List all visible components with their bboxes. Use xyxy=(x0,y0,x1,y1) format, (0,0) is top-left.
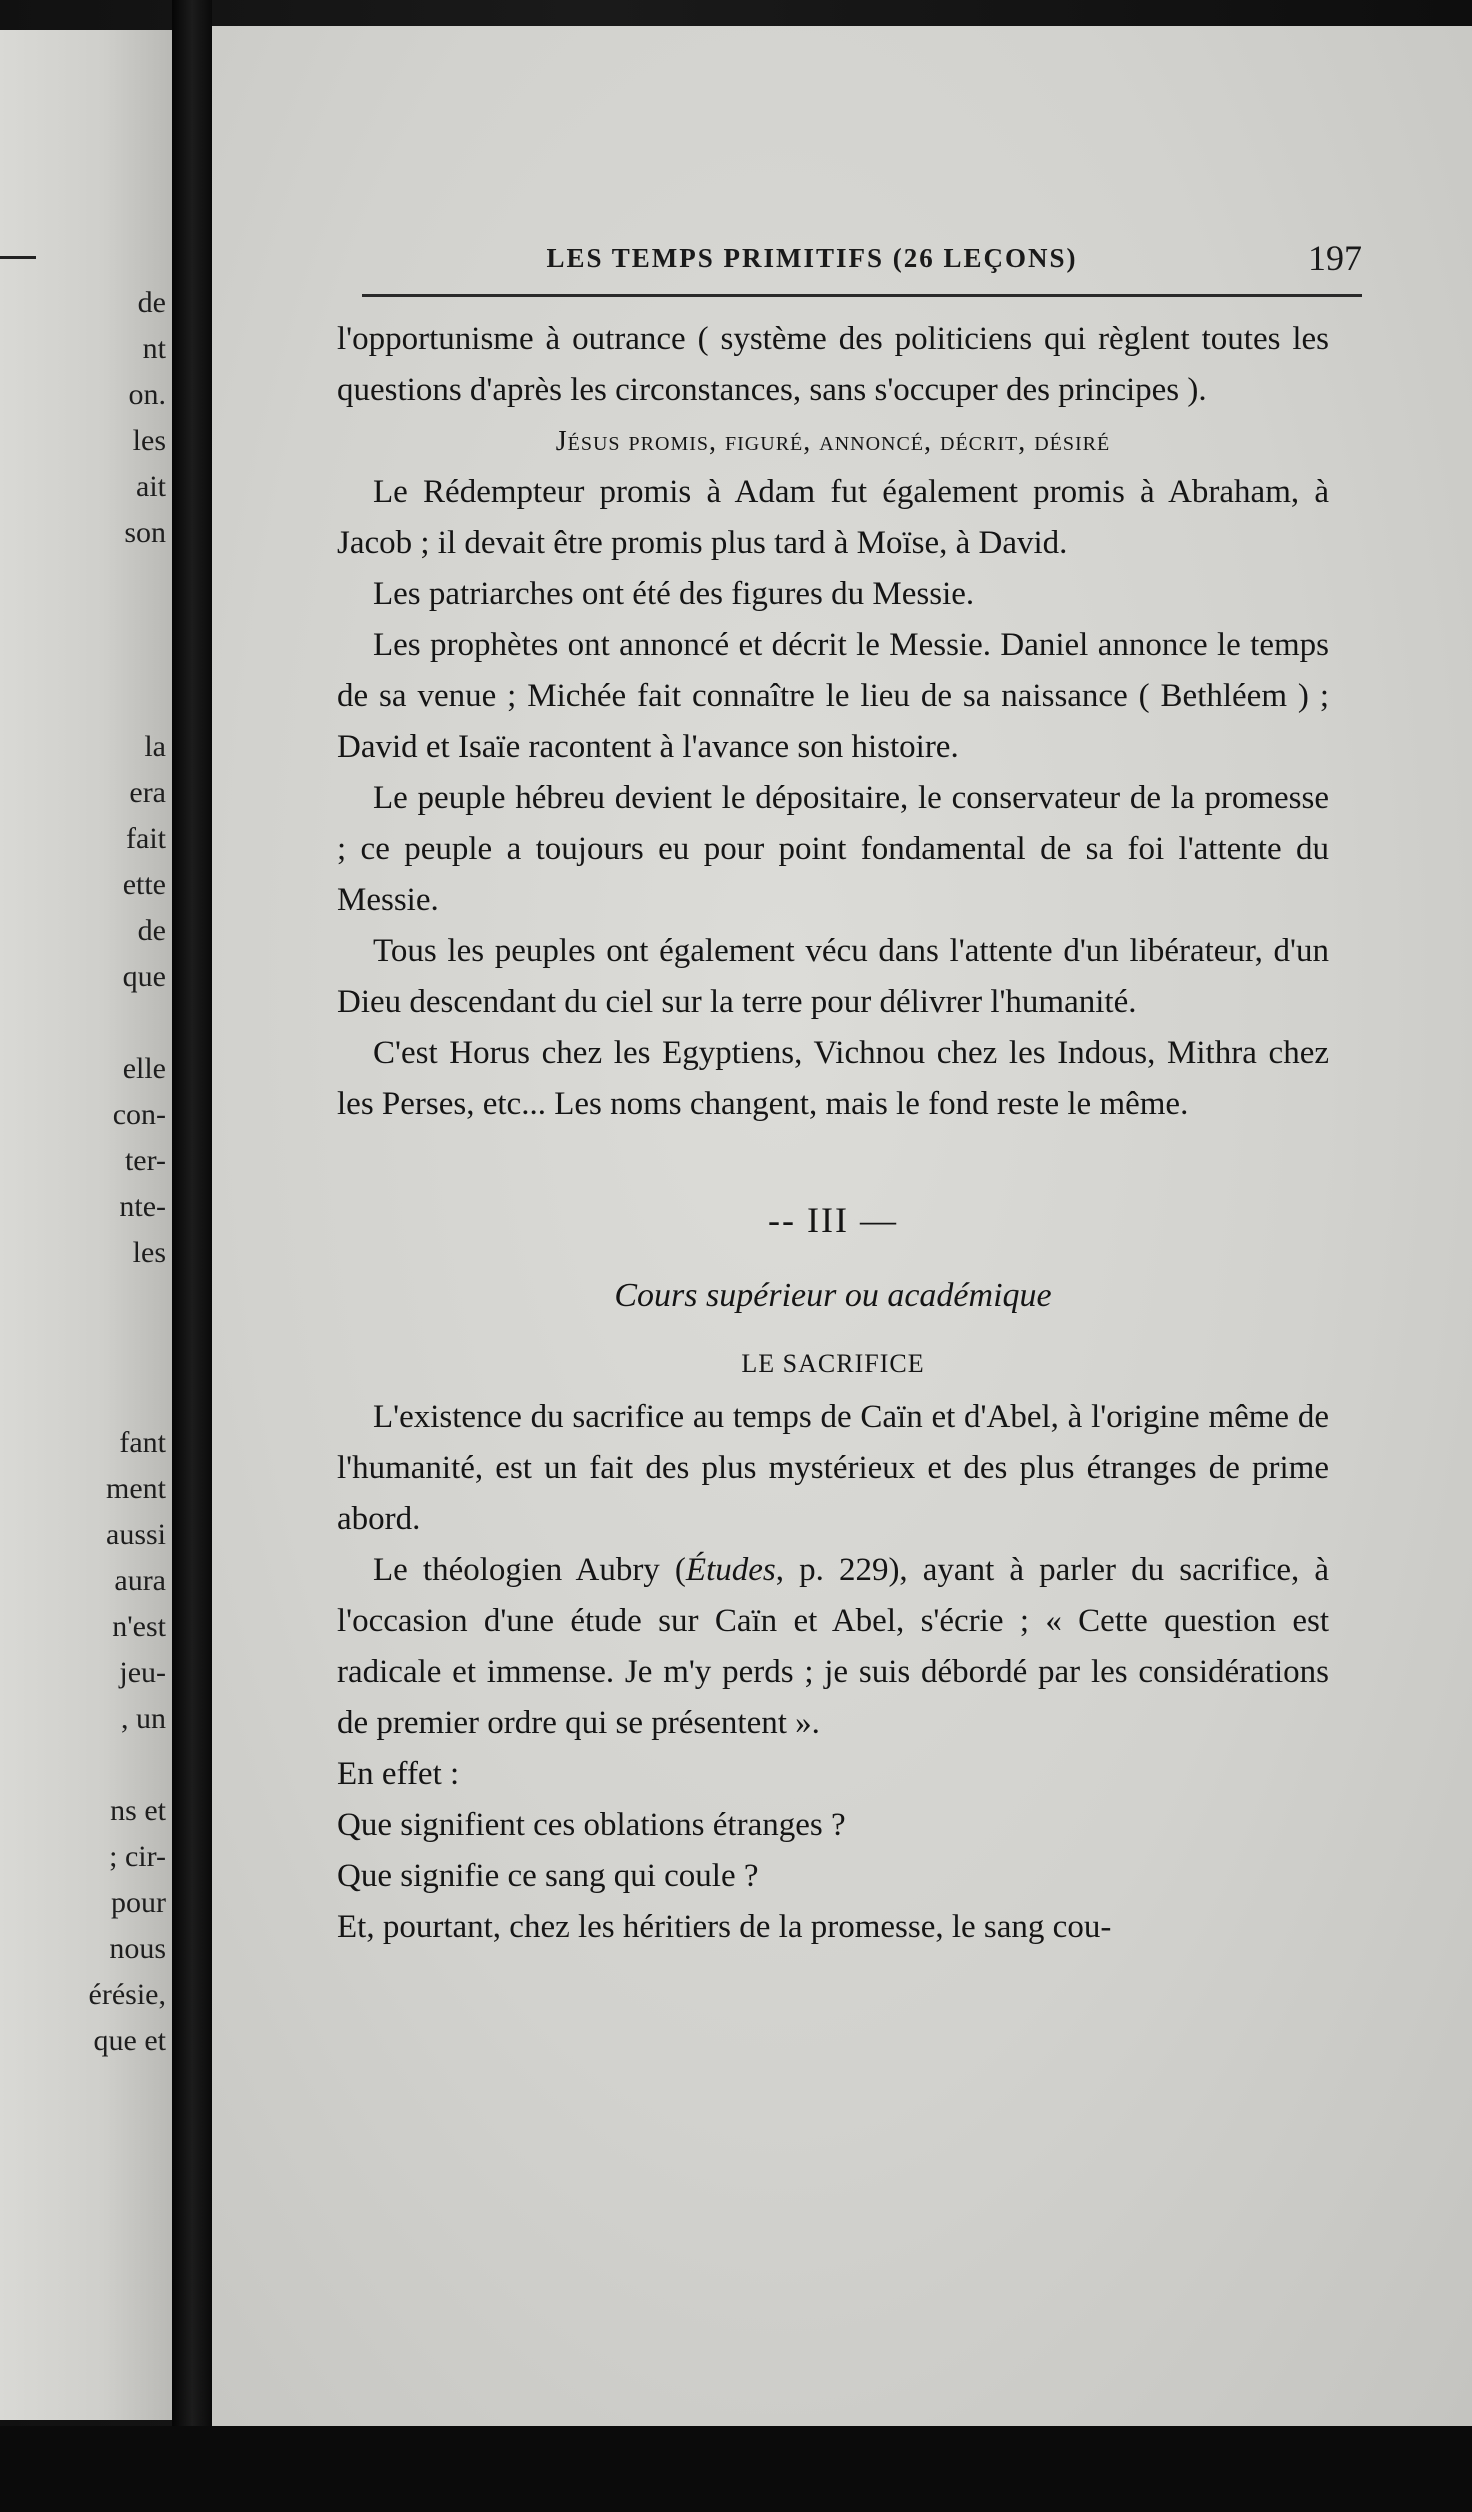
paragraph: En effet : xyxy=(337,1756,460,1792)
fragment: aussi xyxy=(106,1518,166,1551)
paragraph: L'existence du sacrifice au temps de Caïn et d'Abel, à l'origine même de l'humanité, est un fait des plus mystérieux et des plus étranges de prime abord. xyxy=(337,1399,1329,1537)
fragment: pour xyxy=(111,1886,166,1919)
fragment: , un xyxy=(121,1702,166,1735)
fragment: que xyxy=(122,960,166,993)
section-heading: Jésus promis, figuré, annoncé, décrit, désiré xyxy=(555,426,1111,457)
fragment: elle xyxy=(122,1052,166,1085)
paragraph: Le peuple hébreu devient le dépositaire, le conservateur de la promesse ; ce peuple a toujours eu pour point fondamental de sa foi l'attente du Messie. xyxy=(337,780,1329,918)
fragment: que et xyxy=(93,2024,166,2057)
previous-page-edge xyxy=(0,30,172,2420)
fragment: ait xyxy=(136,470,166,503)
fragment: ment xyxy=(106,1472,166,1505)
book-page xyxy=(212,26,1472,2426)
fragment: nous xyxy=(109,1932,166,1965)
fragment: on. xyxy=(128,378,166,411)
paragraph: Le Rédempteur promis à Adam fut également promis à Abraham, à Jacob ; il devait être promis plus tard à Moïse, à David. xyxy=(337,474,1329,561)
fragment: son xyxy=(124,516,166,549)
fragment: ter- xyxy=(124,1144,166,1177)
fragment: fait xyxy=(126,822,166,855)
paragraph xyxy=(337,1545,1329,1749)
part-number: -- III — xyxy=(768,1200,898,1240)
paragraph: Tous les peuples ont également vécu dans l'attente d'un libérateur, d'un Dieu descendant du ciel sur la terre pour délivrer l'humanité. xyxy=(337,933,1329,1020)
paragraph: Les prophètes ont annoncé et décrit le Messie. Daniel annonce le temps de sa venue ; Michée fait connaître le lieu de sa naissance ( Bethléem ) ; David et Isaïe racontent à l'avance son histoire. xyxy=(337,627,1329,765)
running-head: LES TEMPS PRIMITIFS (26 LEÇONS) xyxy=(546,243,1078,273)
fragment: ette xyxy=(122,868,166,901)
fragment: les xyxy=(132,1236,166,1269)
fragment: con- xyxy=(112,1098,166,1131)
scan-bottom-edge xyxy=(0,2426,1472,2512)
section-heading: LE SACRIFICE xyxy=(741,1349,925,1378)
page-number: 197 xyxy=(1308,238,1362,278)
fragment: de xyxy=(137,914,166,947)
paragraph: Les patriarches ont été des figures du Messie. xyxy=(373,576,975,612)
previous-page-rule xyxy=(0,256,36,259)
paragraph: Que signifient ces oblations étranges ? xyxy=(337,1807,846,1843)
paragraph: C'est Horus chez les Egyptiens, Vichnou chez les Indous, Mithra chez les Perses, etc... Les noms changent, mais le fond reste le même. xyxy=(337,1035,1329,1122)
page-body xyxy=(337,314,1329,1953)
fragment: de xyxy=(137,286,166,319)
header-rule xyxy=(362,294,1362,297)
fragment: nt xyxy=(142,332,166,365)
course-title: Cours supérieur ou académique xyxy=(614,1277,1052,1314)
fragment: ns et xyxy=(110,1794,166,1827)
fragment: era xyxy=(129,776,166,809)
text-run: , p. 229), ayant à parler du sacrifice, à l'occasion d'une étude sur Caïn et Abel, s'écrie ; « Cette question est radicale et immense. Je m'y perds ; je suis débordé par les considérations de premier ordre qui se présentent ». xyxy=(337,1552,1329,1741)
fragment: érésie, xyxy=(88,1978,166,2011)
paragraph: Que signifie ce sang qui coule ? xyxy=(337,1858,759,1894)
fragment: ; cir- xyxy=(109,1840,166,1873)
fragment: la xyxy=(144,730,166,763)
text-run: Le théologien Aubry ( xyxy=(373,1552,686,1588)
paragraph: Et, pourtant, chez les héritiers de la promesse, le sang cou- xyxy=(337,1909,1112,1945)
paragraph: l'opportunisme à outrance ( système des politiciens qui règlent toutes les questions d'après les circonstances, sans s'occuper des principes ). xyxy=(337,321,1329,408)
fragment: jeu- xyxy=(119,1656,166,1689)
fragment: n'est xyxy=(112,1610,166,1643)
fragment: aura xyxy=(114,1564,166,1597)
fragment: les xyxy=(132,424,166,457)
fragment: fant xyxy=(119,1426,166,1459)
fragment: nte- xyxy=(119,1190,166,1223)
book-gutter xyxy=(172,0,212,2512)
citation-title: Études xyxy=(685,1552,776,1588)
